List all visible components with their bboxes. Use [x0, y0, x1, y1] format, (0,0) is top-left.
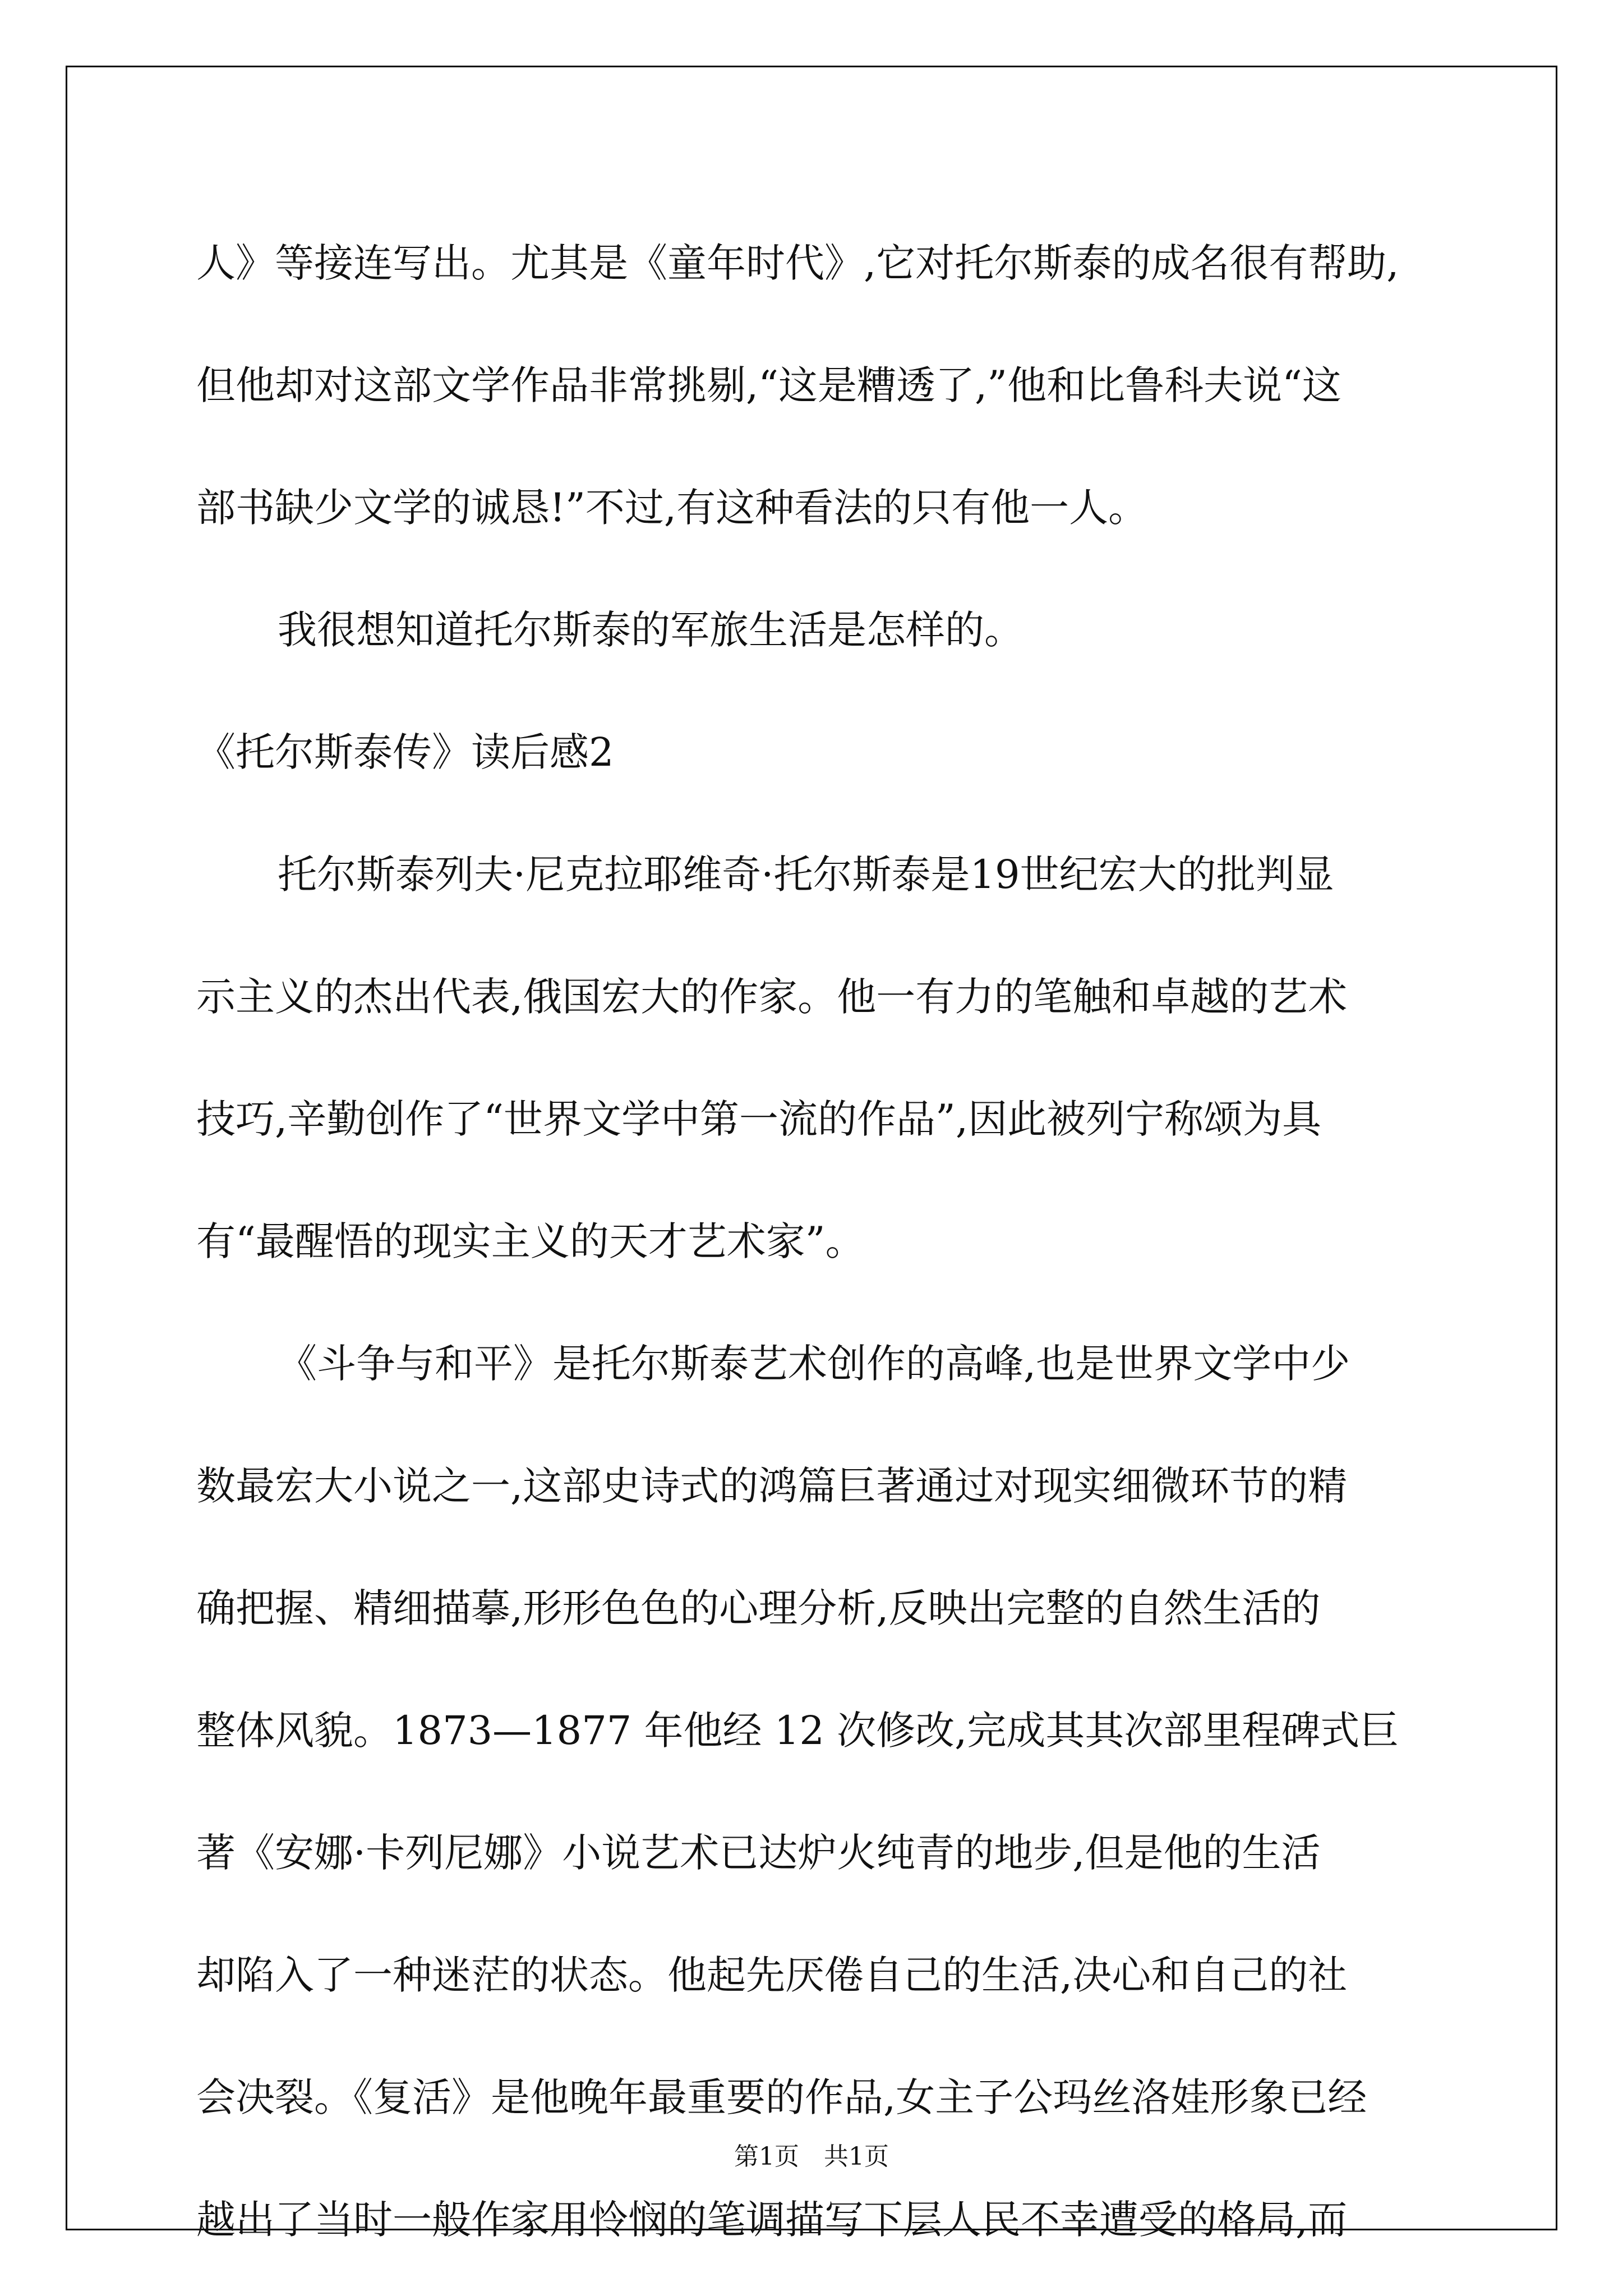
- text-line: 部书缺少文学的诚恳!”不过,有这种看法的只有他一人。: [196, 485, 1148, 531]
- document-body: [196, 202, 1427, 2281]
- text-line: 会决裂。《复活》是他晚年最重要的作品,女主子公玛丝洛娃形象已经: [196, 2074, 1367, 2120]
- text-line: 有“最醒悟的现实主义的天才艺术家”。: [196, 1218, 865, 1264]
- text-line: 越出了当时一般作家用怜悯的笔调描写下层人民不幸遭受的格局,而: [196, 2197, 1348, 2243]
- text-line: 却陷入了一种迷茫的状态。他起先厌倦自己的生活,决心和自己的社: [196, 1952, 1348, 1998]
- text-line: 但他却对这部文学作品非常挑剔,“这是糟透了,”他和比鲁科夫说“这: [196, 362, 1341, 408]
- text-line: 确把握、精细描摹,形形色色的心理分析,反映出完整的自然生活的: [196, 1585, 1321, 1631]
- text-line: 《斗争与和平》是托尔斯泰艺术创作的高峰,也是世界文学中少: [278, 1341, 1350, 1387]
- text-line: 示主义的杰出代表,俄国宏大的作家。他一有力的笔触和卓越的艺术: [196, 974, 1348, 1020]
- text-line: 技巧,辛勤创作了“世界文学中第一流的作品”,因此被列宁称颂为具: [196, 1096, 1322, 1142]
- section-heading: 《托尔斯泰传》读后感2: [196, 729, 614, 775]
- text-line: 数最宏大小说之一,这部史诗式的鸿篇巨著通过对现实细微环节的精: [196, 1463, 1348, 1509]
- text-line: 著《安娜·卡列尼娜》小说艺术已达炉火纯青的地步,但是他的生活: [196, 1830, 1321, 1876]
- text-line: 整体风貌。1873—1877 年他经 12 次修改,完成其其次部里程碑式巨: [196, 1708, 1399, 1754]
- text-line: 托尔斯泰列夫·尼克拉耶维奇·托尔斯泰是19世纪宏大的批判显: [278, 852, 1334, 898]
- text-line: 我很想知道托尔斯泰的军旅生活是怎样的。: [278, 607, 1023, 653]
- text-line: 人》等接连写出。尤其是《童年时代》,它对托尔斯泰的成名很有帮助,: [196, 240, 1399, 286]
- page-footer: 第1页 共1页: [734, 2142, 889, 2171]
